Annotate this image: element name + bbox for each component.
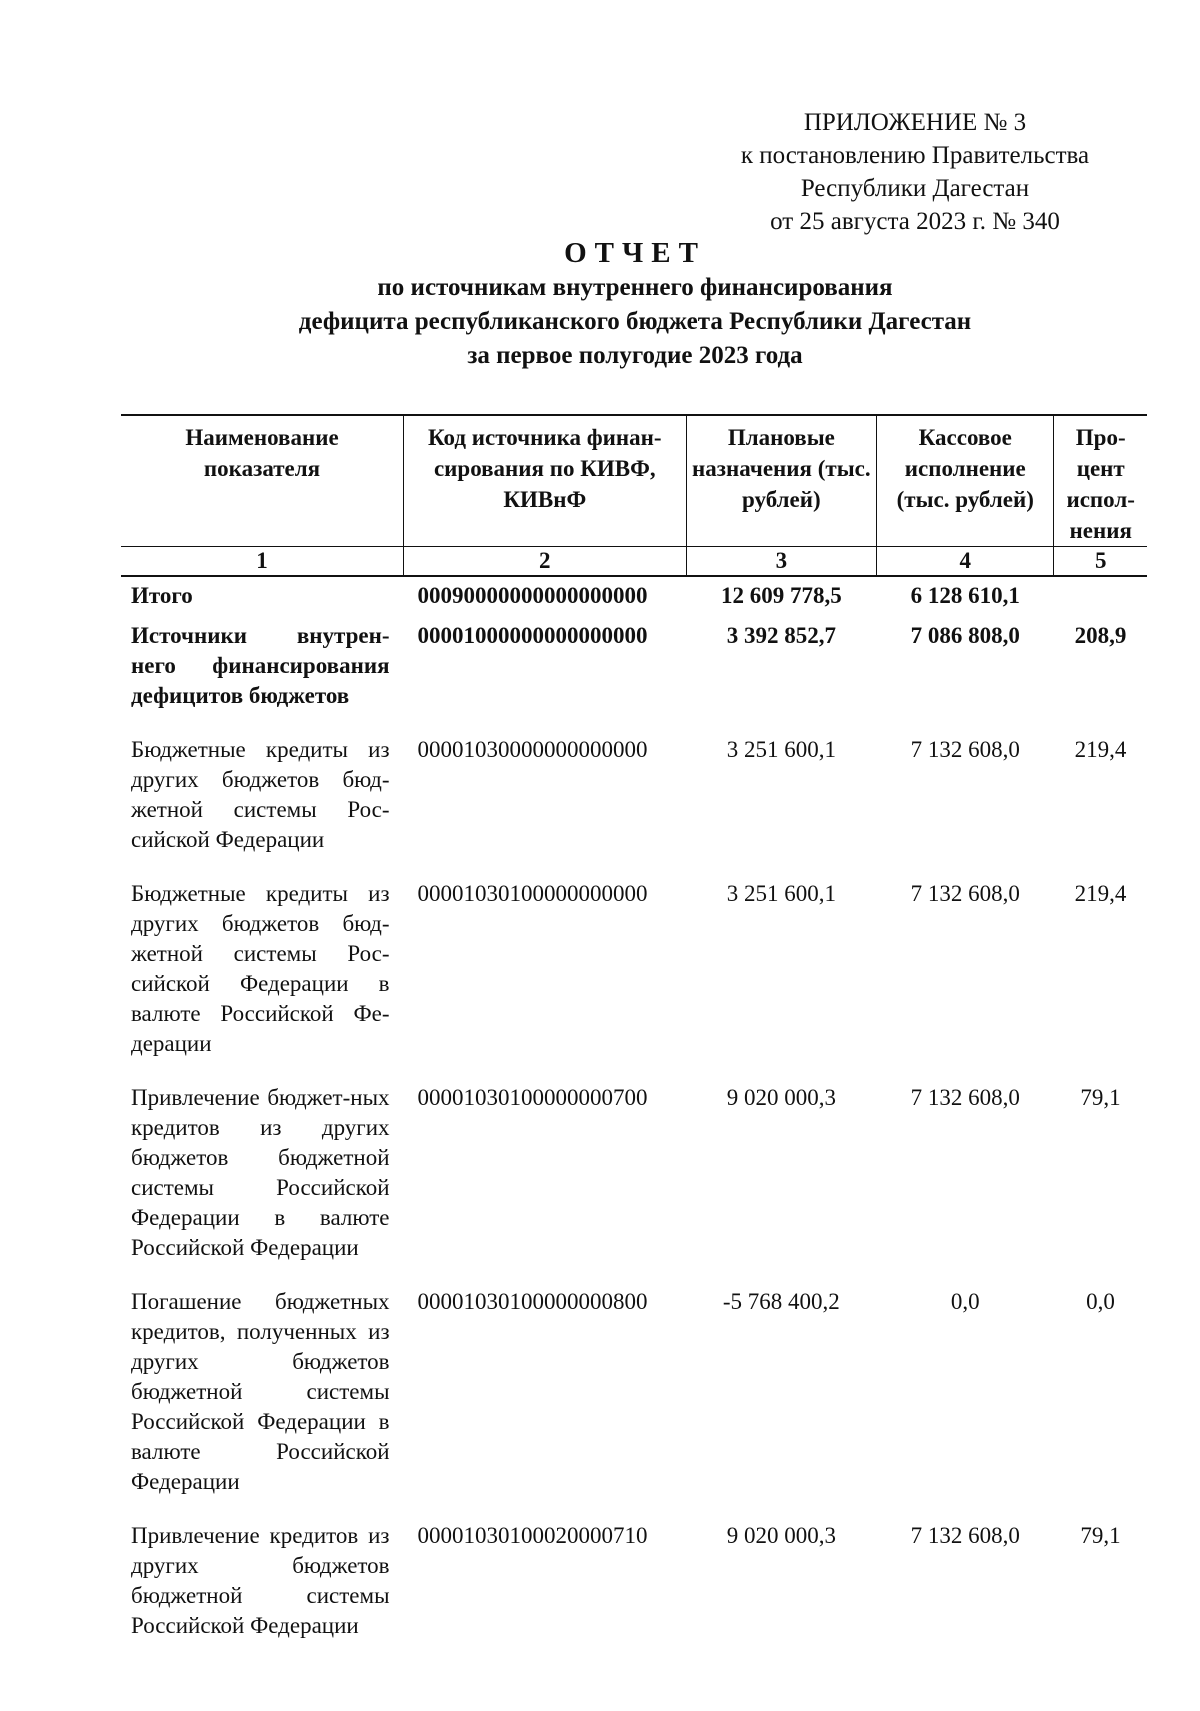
report-title-line2: дефицита республиканского бюджета Республики Дагестан <box>298 308 972 335</box>
row-plan: 9 020 000,3 <box>726 1523 836 1548</box>
table-row <box>121 617 1147 731</box>
row-code: 00001030100000000800 <box>417 1289 648 1314</box>
row-plan: 12 609 778,5 <box>720 583 842 608</box>
row-code: 00001030000000000000 <box>417 737 648 762</box>
row-plan: 3 251 600,1 <box>726 737 836 762</box>
report-table <box>121 414 1147 1661</box>
row-fact: 7 086 808,0 <box>910 623 1020 648</box>
row-plan: 9 020 000,3 <box>726 1085 836 1110</box>
row-name: Привлечение бюджет-ных кредитов из других бюджетов бюджетной системы Российской Федерации в валюте Российской Федерации <box>131 1085 390 1260</box>
column-number: 4 <box>877 547 1054 577</box>
row-fact: 0,0 <box>950 1289 980 1314</box>
appendix-republic: Республики Дагестан <box>800 175 1030 202</box>
row-percent: 208,9 <box>1074 623 1127 648</box>
row-percent: 219,4 <box>1074 737 1127 762</box>
table-row <box>121 576 1147 617</box>
row-plan: 3 392 852,7 <box>726 623 836 648</box>
row-code: 00001000000000000000 <box>417 623 648 648</box>
appendix-block <box>700 106 1130 238</box>
row-name: Бюджетные кредиты из других бюджетов бюд-жетной системы Рос-сийской Федерации <box>131 737 390 852</box>
report-title-line1: по источникам внутреннего финансирования <box>377 274 893 301</box>
row-fact: 7 132 608,0 <box>910 737 1020 762</box>
appendix-number: ПРИЛОЖЕНИЕ № 3 <box>803 109 1027 136</box>
row-code: 00090000000000000000 <box>417 583 648 608</box>
column-number: 5 <box>1054 547 1147 577</box>
row-fact: 7 132 608,0 <box>910 881 1020 906</box>
row-percent: 79,1 <box>1080 1523 1121 1548</box>
header-name: Наименование показателя <box>121 415 404 547</box>
row-fact: 7 132 608,0 <box>910 1523 1020 1548</box>
row-fact: 6 128 610,1 <box>910 583 1020 608</box>
row-code: 00001030100000000700 <box>417 1085 648 1110</box>
appendix-resolution: к постановлению Правительства <box>740 142 1090 169</box>
table-row <box>121 1517 1147 1661</box>
row-percent <box>1054 576 1147 617</box>
table-row <box>121 875 1147 1079</box>
row-code: 00001030100000000000 <box>417 881 648 906</box>
column-number: 3 <box>686 547 877 577</box>
row-code: 00001030100020000710 <box>417 1523 648 1548</box>
row-name: Погашение бюджетных кредитов, полученных из других бюджетов бюджетной системы Российской Федерации в валюте Российской Федерации <box>131 1289 390 1494</box>
appendix-date: от 25 августа 2023 г. № 340 <box>770 208 1060 235</box>
column-number: 1 <box>121 547 404 577</box>
row-percent: 79,1 <box>1080 1085 1121 1110</box>
row-plan: 3 251 600,1 <box>726 881 836 906</box>
report-title-line3: за первое полугодие 2023 года <box>467 342 803 369</box>
header-percent: Про-цент испол-нения <box>1054 415 1147 547</box>
column-numbers-row <box>121 547 1147 577</box>
header-plan: Плановые назначения (тыс. рублей) <box>686 415 877 547</box>
header-code: Код источника финан-сирования по КИВФ, КИВнФ <box>404 415 687 547</box>
table-row <box>121 1283 1147 1517</box>
row-name: Бюджетные кредиты из других бюджетов бюд-жетной системы Рос-сийской Федерации в валюте Российской Фе-дерации <box>131 881 390 1056</box>
column-number: 2 <box>404 547 687 577</box>
row-percent: 0,0 <box>1086 1289 1115 1314</box>
row-name: Источники внутрен-него финансирования дефицитов бюджетов <box>131 623 390 708</box>
row-fact: 7 132 608,0 <box>910 1085 1020 1110</box>
row-name: Итого <box>131 583 193 608</box>
table-row <box>121 731 1147 875</box>
row-percent: 219,4 <box>1074 881 1127 906</box>
table-row <box>121 1079 1147 1283</box>
header-fact: Кассовое исполнение (тыс. рублей) <box>877 415 1054 547</box>
row-name: Привлечение кредитов из других бюджетов бюджетной системы Российской Федерации <box>131 1523 390 1638</box>
report-title-main: ОТЧЕТ <box>564 237 706 269</box>
row-plan: -5 768 400,2 <box>722 1289 840 1314</box>
header-row <box>121 415 1147 547</box>
report-title <box>230 235 1040 373</box>
